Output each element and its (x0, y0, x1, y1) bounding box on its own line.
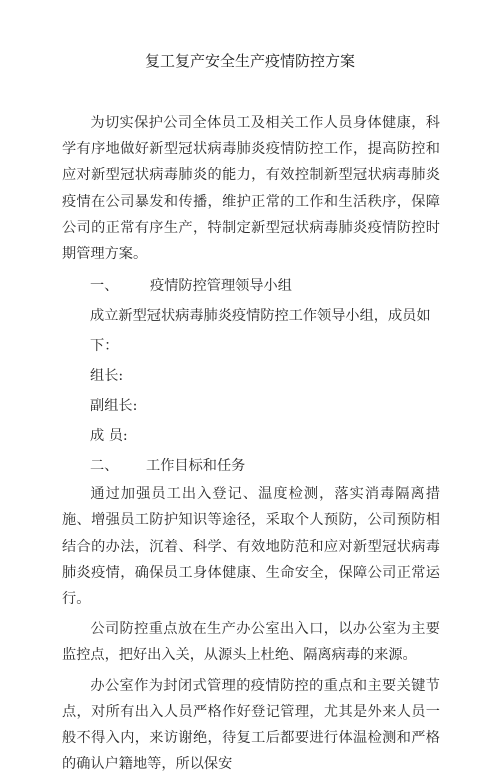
document-title: 复工复产安全生产疫情防控方案 (144, 52, 355, 70)
section-heading-1 (62, 271, 440, 301)
document-body (62, 110, 440, 781)
section-number: 二、 (90, 458, 119, 475)
members-line: 成 员: (90, 428, 128, 445)
intro-paragraph: 为切实保护公司全体员工及相关工作人员身体健康，科学有序地做好新型冠状病毒肺炎疫情防控工作，提高防控和应对新型冠状病毒肺炎的能力，有效控制新型冠状病毒肺炎疫情在公司暴发和传播，维护正常的工作和生活秩序，保障公司的正常有序生产，特制定新型冠状病毒肺炎疫情防控时期管理方案。 (62, 115, 440, 263)
goals-paragraph: 通过加强员工出入登记、温度检测，落实消毒隔离措施、增强员工防护知识等途径，采取个人预防，公司预防相结合的办法，沉着、科学、有效地防范和应对新型冠状病毒肺炎疫情，确保员工身体健康、生命安全，保障公司正常运行。 (62, 486, 440, 608)
leader-line: 组长: (90, 368, 124, 385)
group-intro-line: 成立新型冠状病毒肺炎疫情防控工作领导小组，成员如下： (90, 308, 431, 355)
office-paragraph: 办公室作为封闭式管理的疫情防控的重点和主要关键节点，对所有出入人员严格作好登记管理，尤其是外来人员一般不得入内，来访谢绝，待复工后都要进行体温检测和严格的确认户籍地等，所以保安 (62, 677, 440, 773)
section-title: 疫情防控管理领导小组 (150, 278, 292, 295)
section-title: 工作目标和任务 (146, 458, 246, 475)
focus-paragraph: 公司防控重点放在生产办公室出入口，以办公室为主要监控点，把好出入关，从源头上杜绝、隔离病毒的来源。 (62, 621, 440, 664)
deputy-leader-line: 副组长: (90, 398, 138, 415)
section-heading-2 (62, 451, 440, 481)
section-number: 一、 (90, 278, 119, 295)
